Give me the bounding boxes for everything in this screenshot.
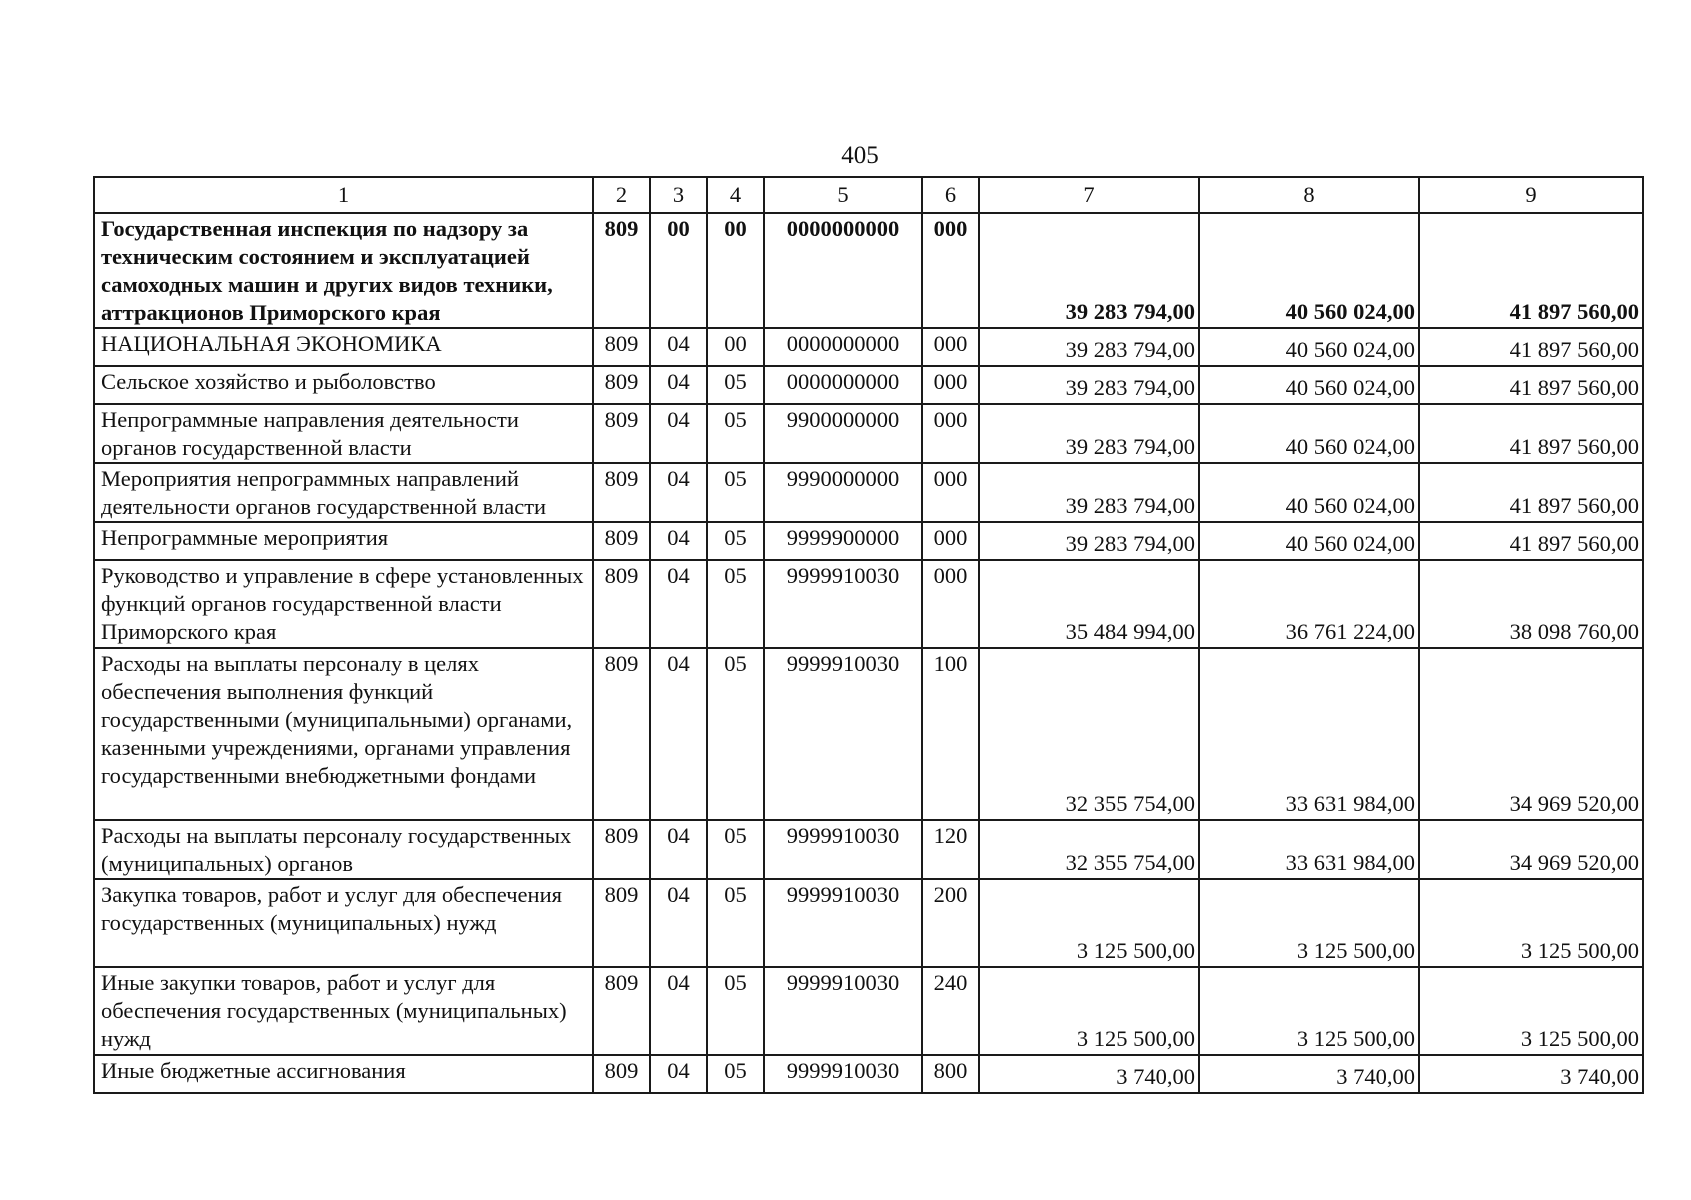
amount-cell: 39 283 794,00 [979,522,1199,560]
code-cell: 9999910030 [764,1055,922,1093]
table-row [94,463,1643,522]
amount-cell: 34 969 520,00 [1419,820,1643,879]
amount-cell: 40 560 024,00 [1199,522,1419,560]
amount-cell: 41 897 560,00 [1419,463,1643,522]
header-col-1: 1 [94,177,593,213]
amount-cell: 33 631 984,00 [1199,820,1419,879]
row-name: Расходы на выплаты персоналу в целях обеспечения выполнения функций государственными (муниципальными) органами, казенными учреждениями, органами управления государственными внебюджетными фондами [94,648,593,820]
row-name: Непрограммные мероприятия [94,522,593,560]
amount-cell: 35 484 994,00 [979,560,1199,648]
amount-cell: 3 740,00 [1419,1055,1643,1093]
amount-cell: 39 283 794,00 [979,366,1199,404]
amount-cell: 32 355 754,00 [979,820,1199,879]
code-cell: 809 [593,648,650,820]
code-cell: 05 [707,879,764,967]
code-cell: 04 [650,1055,707,1093]
code-cell: 05 [707,522,764,560]
code-cell: 9999900000 [764,522,922,560]
code-cell: 000 [922,404,979,463]
row-name: Сельское хозяйство и рыболовство [94,366,593,404]
amount-cell: 3 740,00 [979,1055,1199,1093]
row-name: Мероприятия непрограммных направлений деятельности органов государственной власти [94,463,593,522]
header-col-6: 6 [922,177,979,213]
code-cell: 809 [593,366,650,404]
code-cell: 04 [650,404,707,463]
code-cell: 9999910030 [764,560,922,648]
budget-table [93,176,1644,1094]
code-cell: 000 [922,328,979,366]
amount-cell: 41 897 560,00 [1419,328,1643,366]
code-cell: 100 [922,648,979,820]
code-cell: 0000000000 [764,213,922,328]
code-cell: 809 [593,879,650,967]
amount-cell: 3 125 500,00 [1419,879,1643,967]
amount-cell: 36 761 224,00 [1199,560,1419,648]
code-cell: 809 [593,1055,650,1093]
code-cell: 120 [922,820,979,879]
header-col-3: 3 [650,177,707,213]
code-cell: 9990000000 [764,463,922,522]
code-cell: 0000000000 [764,366,922,404]
code-cell: 04 [650,366,707,404]
table-row [94,879,1643,967]
code-cell: 809 [593,213,650,328]
code-cell: 809 [593,560,650,648]
amount-cell: 38 098 760,00 [1419,560,1643,648]
code-cell: 05 [707,648,764,820]
code-cell: 0000000000 [764,328,922,366]
row-name: Закупка товаров, работ и услуг для обеспечения государственных (муниципальных) нужд [94,879,593,967]
amount-cell: 40 560 024,00 [1199,328,1419,366]
code-cell: 00 [707,213,764,328]
header-col-4: 4 [707,177,764,213]
code-cell: 800 [922,1055,979,1093]
amount-cell: 39 283 794,00 [979,463,1199,522]
code-cell: 04 [650,820,707,879]
code-cell: 04 [650,328,707,366]
table-row [94,1055,1643,1093]
code-cell: 04 [650,648,707,820]
table-row [94,560,1643,648]
code-cell: 9999910030 [764,820,922,879]
code-cell: 04 [650,463,707,522]
code-cell: 9999910030 [764,967,922,1055]
code-cell: 240 [922,967,979,1055]
code-cell: 05 [707,404,764,463]
code-cell: 000 [922,463,979,522]
amount-cell: 39 283 794,00 [979,328,1199,366]
code-cell: 809 [593,967,650,1055]
amount-cell: 41 897 560,00 [1419,404,1643,463]
row-name: НАЦИОНАЛЬНАЯ ЭКОНОМИКА [94,328,593,366]
amount-cell: 3 125 500,00 [979,879,1199,967]
code-cell: 809 [593,328,650,366]
table-row [94,820,1643,879]
amount-cell: 3 125 500,00 [1199,967,1419,1055]
table-row [94,404,1643,463]
code-cell: 05 [707,560,764,648]
code-cell: 809 [593,522,650,560]
code-cell: 00 [707,328,764,366]
header-col-5: 5 [764,177,922,213]
header-row [94,177,1643,213]
amount-cell: 3 125 500,00 [979,967,1199,1055]
code-cell: 05 [707,1055,764,1093]
code-cell: 000 [922,522,979,560]
code-cell: 04 [650,967,707,1055]
row-name: Расходы на выплаты персоналу государственных (муниципальных) органов [94,820,593,879]
amount-cell: 41 897 560,00 [1419,522,1643,560]
amount-cell: 39 283 794,00 [979,213,1199,328]
table-row [94,328,1643,366]
amount-cell: 34 969 520,00 [1419,648,1643,820]
code-cell: 05 [707,820,764,879]
code-cell: 000 [922,560,979,648]
code-cell: 809 [593,463,650,522]
amount-cell: 3 740,00 [1199,1055,1419,1093]
table-row [94,213,1643,328]
code-cell: 04 [650,879,707,967]
header-col-2: 2 [593,177,650,213]
code-cell: 000 [922,213,979,328]
table-row [94,967,1643,1055]
table-row [94,366,1643,404]
code-cell: 05 [707,366,764,404]
amount-cell: 41 897 560,00 [1419,366,1643,404]
page-number: 405 [841,142,879,169]
amount-cell: 40 560 024,00 [1199,213,1419,328]
code-cell: 04 [650,560,707,648]
amount-cell: 32 355 754,00 [979,648,1199,820]
row-name: Иные закупки товаров, работ и услуг для обеспечения государственных (муниципальных) нужд [94,967,593,1055]
amount-cell: 3 125 500,00 [1199,879,1419,967]
row-name: Государственная инспекция по надзору за техническим состоянием и эксплуатацией самоходных машин и других видов техники, аттракционов Приморского края [94,213,593,328]
code-cell: 200 [922,879,979,967]
row-name: Руководство и управление в сфере установленных функций органов государственной власти Приморского края [94,560,593,648]
amount-cell: 41 897 560,00 [1419,213,1643,328]
code-cell: 04 [650,522,707,560]
code-cell: 9999910030 [764,879,922,967]
code-cell: 9900000000 [764,404,922,463]
code-cell: 809 [593,404,650,463]
table-row [94,522,1643,560]
amount-cell: 40 560 024,00 [1199,404,1419,463]
header-col-7: 7 [979,177,1199,213]
amount-cell: 3 125 500,00 [1419,967,1643,1055]
amount-cell: 40 560 024,00 [1199,366,1419,404]
code-cell: 809 [593,820,650,879]
code-cell: 9999910030 [764,648,922,820]
row-name: Непрограммные направления деятельности органов государственной власти [94,404,593,463]
code-cell: 05 [707,967,764,1055]
row-name: Иные бюджетные ассигнования [94,1055,593,1093]
header-col-9: 9 [1419,177,1643,213]
amount-cell: 39 283 794,00 [979,404,1199,463]
header-col-8: 8 [1199,177,1419,213]
code-cell: 000 [922,366,979,404]
table-row [94,648,1643,820]
amount-cell: 40 560 024,00 [1199,463,1419,522]
code-cell: 00 [650,213,707,328]
code-cell: 05 [707,463,764,522]
amount-cell: 33 631 984,00 [1199,648,1419,820]
